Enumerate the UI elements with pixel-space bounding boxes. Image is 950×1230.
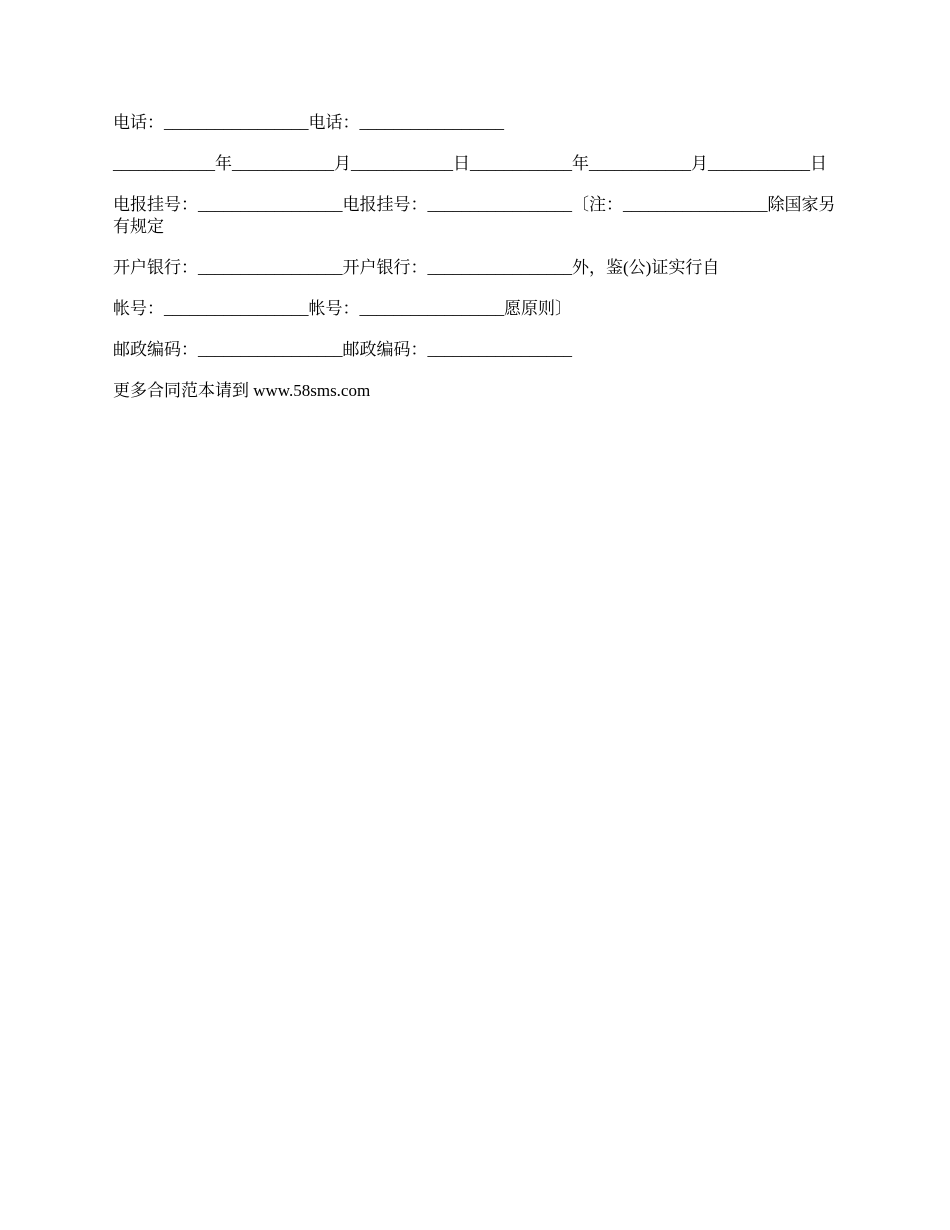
bank-line-text: 开户银行：_________________开户银行：_________________外，鉴(公)证实行自: [113, 258, 720, 277]
postcode-line-text: 邮政编码：_________________邮政编码：_________________: [113, 340, 572, 359]
telegram-line: [113, 194, 843, 238]
date-line: [113, 153, 843, 175]
footer-promo-text: 更多合同范本请到 www.58sms.com: [113, 381, 371, 400]
date-line-text: ____________年____________月____________日____________年____________月____________日: [113, 154, 827, 173]
phone-line-text: 电话：_________________电话：_________________: [113, 113, 504, 132]
account-line-text: 帐号：_________________帐号：_________________愿原则〕: [113, 299, 572, 318]
telegram-line-text: 电报挂号：_________________电报挂号：_________________〔注：_________________除国家另有规定: [113, 195, 836, 236]
account-line: [113, 298, 843, 320]
contract-signature-block: [113, 112, 843, 421]
footer-line: [113, 380, 843, 402]
postcode-line: [113, 339, 843, 361]
bank-line: [113, 257, 843, 279]
phone-line: [113, 112, 843, 134]
